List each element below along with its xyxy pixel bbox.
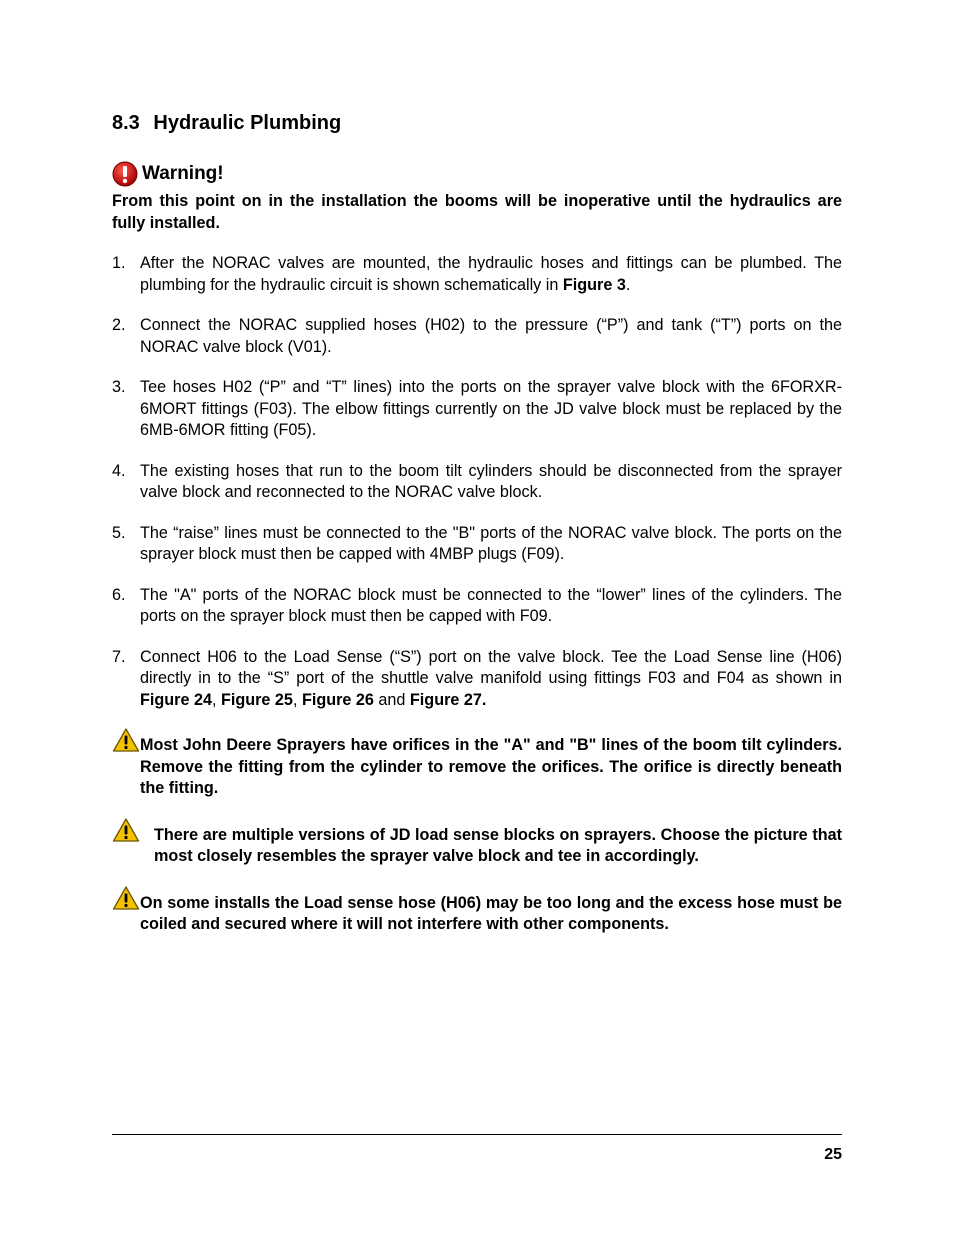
caution-text: Most John Deere Sprayers have orifices in the "A" and "B" lines of the boom tilt cylinders. Remove the fitting from the cylinder to remove the orifices. The orifice is directly beneath the fitting. — [140, 736, 842, 797]
list-item-number: 3. — [112, 378, 126, 396]
warning-header — [112, 160, 842, 188]
exclamation-circle-icon — [112, 161, 138, 187]
list-item-text: Connect the NORAC supplied hoses (H02) to the pressure (“P”) and tank (“T”) ports on the NORAC valve block (V01). — [140, 316, 842, 356]
list-item-text: After the NORAC valves are mounted, the hydraulic hoses and fittings can be plumbed. The plumbing for the hydraulic circuit is shown schematically in — [140, 254, 842, 294]
list-item-number: 4. — [112, 461, 126, 480]
list-item — [112, 377, 842, 442]
figure-reference: Figure 25 — [220, 690, 293, 709]
caution-text: There are multiple versions of JD load sense blocks on sprayers. Choose the picture that most closely resembles the sprayer valve block and tee in accordingly. — [154, 825, 842, 865]
separator: , — [211, 690, 221, 709]
list-item-text: Connect H06 to the Load Sense (“S”) port on the valve block. Tee the Load Sense line (H06) directly in to the “S” port of the shuttle valve manifold using fittings F03 and F04 as shown in — [140, 647, 842, 687]
warning-body: From this point on in the installation the booms will be inoperative until the hydraulics are fully installed. — [112, 192, 842, 232]
list-item-number: 1. — [112, 254, 126, 272]
list-item-number: 2. — [112, 316, 126, 334]
warning-title: Warning! — [142, 163, 224, 184]
section-heading — [112, 108, 842, 138]
separator: and — [373, 690, 410, 709]
figure-reference: Figure 27. — [409, 690, 487, 709]
page-content — [112, 108, 842, 961]
steps-list — [112, 253, 842, 711]
list-item — [112, 461, 842, 504]
list-item-text: Tee hoses H02 (“P” and “T” lines) into the ports on the sprayer valve block with the 6FORXR-6MORT fittings (F03). The elbow fittings currently on the JD valve block must be replaced by the 6MB-6MOR fitting (F05). — [140, 378, 842, 439]
list-item — [112, 523, 842, 566]
list-item-number: 7. — [112, 647, 126, 666]
list-item-text: The “raise” lines must be connected to the "B" ports of the NORAC valve block. The ports on the sprayer block must then be capped with 4MBP plugs (F09). — [140, 523, 842, 563]
section-title: Hydraulic Plumbing — [153, 112, 342, 134]
list-item-text-end: . — [625, 275, 631, 294]
page-number: 25 — [824, 1146, 842, 1163]
list-item — [112, 253, 842, 296]
warning-triangle-icon — [112, 727, 140, 753]
section-number: 8.3 — [112, 112, 140, 134]
separator: , — [292, 690, 302, 709]
caution-note — [112, 893, 842, 936]
figure-reference: Figure 3 — [562, 275, 626, 294]
list-item-text: The "A" ports of the NORAC block must be connected to the “lower” lines of the cylinders. The ports on the sprayer block must then be capped with F09. — [140, 585, 842, 625]
warning-triangle-icon — [112, 885, 140, 911]
caution-note — [112, 735, 842, 800]
figure-reference: Figure 24 — [140, 690, 212, 709]
caution-note — [112, 825, 842, 868]
list-item — [112, 585, 842, 628]
warning-triangle-icon — [112, 817, 140, 843]
list-item-text: The existing hoses that run to the boom tilt cylinders should be disconnected from the sprayer valve block and reconnected to the NORAC valve block. — [140, 461, 842, 501]
list-item-number: 5. — [112, 523, 126, 542]
list-item — [112, 315, 842, 358]
footer-divider — [112, 1134, 842, 1135]
list-item — [112, 647, 842, 712]
caution-text: On some installs the Load sense hose (H06) may be too long and the excess hose must be coiled and secured where it will not interfere with other components. — [140, 893, 842, 933]
figure-reference: Figure 26 — [301, 690, 374, 709]
list-item-number: 6. — [112, 585, 126, 604]
